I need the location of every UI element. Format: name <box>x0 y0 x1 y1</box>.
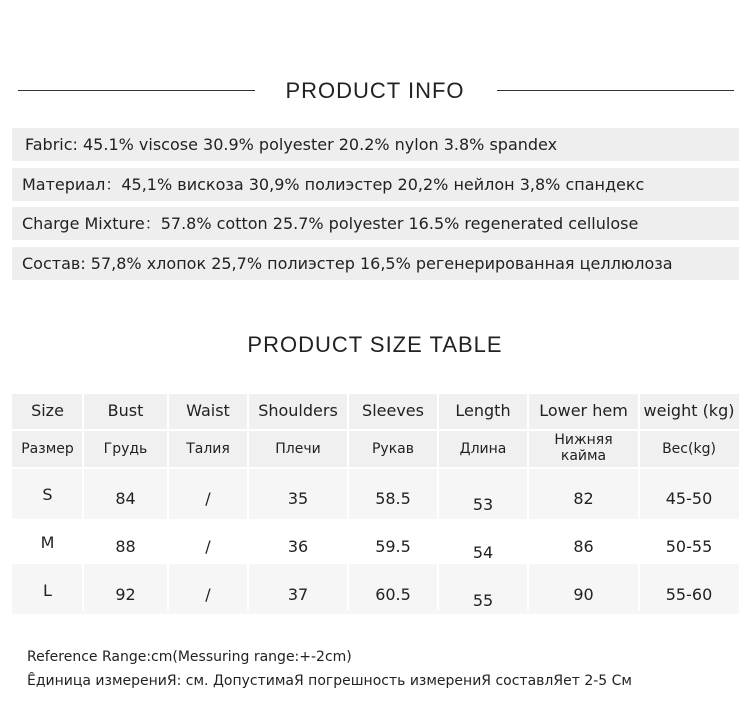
cell-shoulders: 36 <box>287 537 309 556</box>
product-info-title: PRODUCT INFO <box>285 78 465 103</box>
header-sleeves: Sleeves <box>362 401 424 420</box>
header-divider <box>12 467 739 469</box>
header-shoulders: Shoulders <box>258 401 338 420</box>
header-waist: Waist <box>186 401 230 420</box>
cell-waist: / <box>205 585 211 604</box>
header-ru-bust: Грудь <box>103 441 148 457</box>
header-ru-waist: Талия <box>186 441 230 457</box>
cell-bust: 92 <box>115 585 136 604</box>
header-weight: weight (kg) <box>643 401 735 420</box>
cell-lower-hem: 82 <box>573 489 594 508</box>
info-charge-mixture: Charge Mixture：57.8% cotton 25.7% polyester 16.5% regenerated cellulose <box>12 207 739 240</box>
reference-range-note: Reference Range:cm(Messuring range:+-2cm) <box>27 649 352 665</box>
cell-lower-hem: 86 <box>573 537 594 556</box>
cell-size: S <box>42 485 53 504</box>
product-info-header <box>0 76 750 106</box>
info-fabric: Fabric: 45.1% viscose 30.9% polyester 20.2% nylon 3.8% spandex <box>12 128 739 161</box>
header-rule-right <box>497 90 734 91</box>
header-divider <box>12 429 739 431</box>
cell-shoulders: 35 <box>287 489 309 508</box>
size-table-title: PRODUCT SIZE TABLE <box>247 332 503 357</box>
cell-sleeves: 60.5 <box>375 585 411 604</box>
cell-length: 54 <box>472 543 494 562</box>
cell-sleeves: 59.5 <box>375 537 411 556</box>
info-material-ru: Материал：45,1% вискоза 30,9% полиэстер 20,2% нейлон 3,8% спандекс <box>12 168 739 201</box>
cell-waist: / <box>205 537 211 556</box>
cell-weight: 55-60 <box>665 585 713 604</box>
cell-lower-hem: 90 <box>573 585 594 604</box>
cell-length: 53 <box>472 495 494 514</box>
header-size: Size <box>31 401 64 420</box>
header-ru-weight: Вес(kg) <box>662 441 716 457</box>
cell-length: 55 <box>472 591 494 610</box>
cell-weight: 50-55 <box>665 537 713 556</box>
cell-weight: 45-50 <box>665 489 713 508</box>
header-ru-length: Длина <box>459 441 507 457</box>
cell-bust: 88 <box>115 537 136 556</box>
cell-waist: / <box>205 489 211 508</box>
header-length: Length <box>455 401 511 420</box>
cell-size: M <box>40 533 55 552</box>
header-ru-size: Размер <box>21 441 74 457</box>
measurement-tolerance-note: Ȇдиница измерениЯ: см. ДопустимаЯ погрешность измерениЯ составлЯет 2-5 См <box>27 673 632 689</box>
header-ru-shoulders: Плечи <box>275 441 321 457</box>
info-composition-ru: Состав: 57,8% хлопок 25,7% полиэстер 16,5% регенерированная целлюлоза <box>12 247 739 280</box>
cell-bust: 84 <box>115 489 136 508</box>
cell-shoulders: 37 <box>287 585 309 604</box>
header-ru-lower-hem: Нижняя кайма <box>554 432 613 464</box>
header-ru-sleeves: Рукав <box>371 441 414 457</box>
header-lower-hem: Lower hem <box>539 401 628 420</box>
cell-size: L <box>43 581 52 600</box>
cell-sleeves: 58.5 <box>375 489 411 508</box>
header-bust: Bust <box>107 401 144 420</box>
